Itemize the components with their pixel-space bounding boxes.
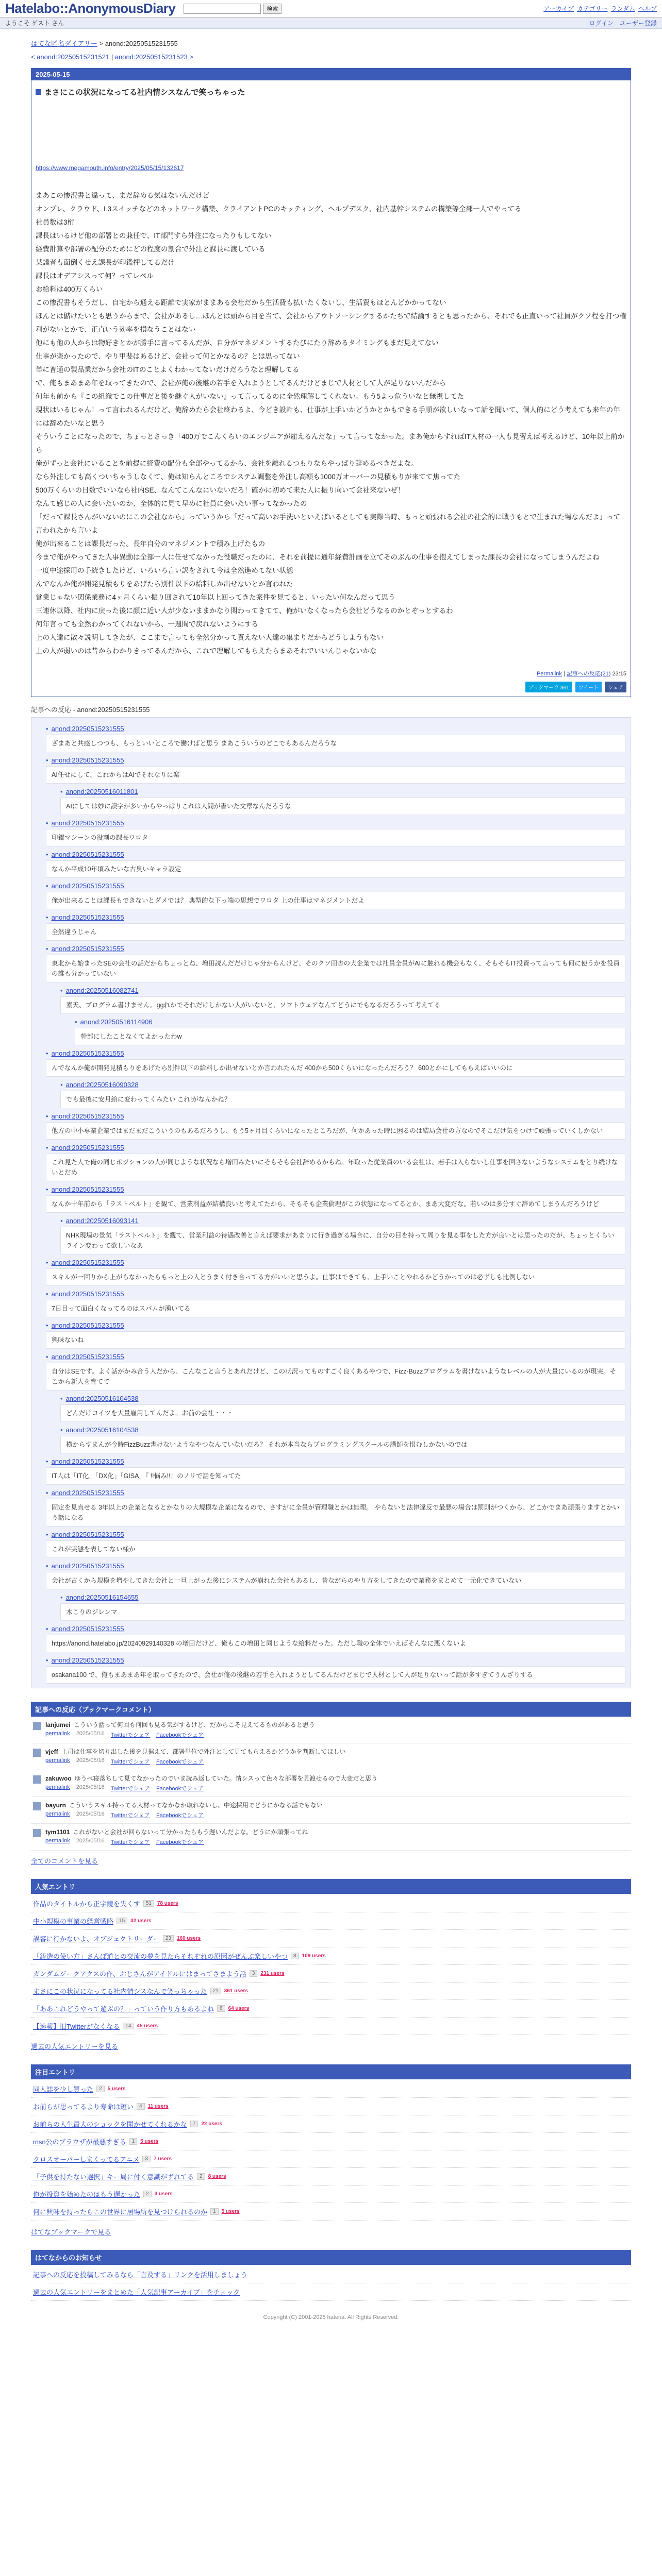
comment-item [60,1217,625,1255]
bookmark-user[interactable]: bayurn [45,1802,67,1809]
comment-item [46,1321,625,1349]
bookmark-text-line [45,1774,377,1783]
comment-text: 横からすまんが今時FizzBuzz書けないようなやつなんていないだろ？ それが本当ならプログラミングスクールの講師を恨むしかないのでは [60,1436,625,1453]
bookmark-users-count[interactable]: 5 users [140,2139,159,2144]
breadcrumb-home[interactable]: はてな匿名ダイアリー [31,40,97,47]
bookmark-time: 2025/05/16 [76,1731,105,1737]
list-item-title[interactable]: ガンダムジークアクスの作、おじさんがアイドルにはまってさまよう話 [33,1970,246,1978]
bookmark-time: 2025/05/16 [76,1784,105,1790]
comment-item [60,1081,625,1108]
bookmark-permalink[interactable]: permalink [45,1757,70,1764]
bookmark-user[interactable]: tym1101 [45,1828,70,1836]
bookmark-comment [31,1770,631,1797]
list-item-title[interactable]: 俺が投資を始めたのはもう遅かった [33,2191,141,2198]
comment-item [46,819,625,846]
nav-archive[interactable]: アーカイブ [543,5,574,12]
list-item-title[interactable]: 誤審に行かないよ、オブジェクトリーダー [33,1935,160,1943]
comment-link[interactable]: • anond:20250516011801 [60,788,138,795]
search-box [184,4,282,14]
bookmark-meta [45,1811,323,1819]
comment-count-badge: 23 [163,1935,174,1942]
comment-text: これが実態を表してない様か [46,1540,625,1558]
bookmark-content [45,1748,345,1766]
comment-text: NHK現場の景気「ラストベルト」を観て、営業利益の待遇改善と言えば要求があまりに行き過ぎる場合に、自分の目を持って周りを見る事をした方が良いとは思ったのだが、ちょっとくらいライン変わって欲しいなあ [60,1227,625,1255]
comment-link[interactable]: • anond:20250516082741 [60,987,139,994]
bookmark-permalink[interactable]: permalink [45,1838,70,1844]
comment-item [60,1426,625,1453]
bookmark-user[interactable]: zakuwoo [45,1775,72,1782]
bookmark-users-count[interactable]: 109 users [302,1953,326,1959]
comment-count-badge: 3 [250,1970,258,1977]
bookmark-comment-text: ゆうべ寝落ちして見てなかったのでいま読み返していた。情シスって色々な部署を見渡せるので大変だと思う [74,1775,378,1782]
entry-pager [31,53,631,61]
entry-paragraph: 課長はいるけど他の部署との兼任で、IT部門すら外注になったりもしてない [36,232,272,240]
user-avatar-icon [33,1802,41,1810]
entry-url [36,164,626,172]
entry-paragraph: 一度中途採用の手続きしたけど、いろいろ言い訳をされて今は全然進めてない状態 [36,567,293,574]
bookmark-content [45,1801,323,1819]
entry-external-link[interactable]: https://www.megamouth.info/entry/2025/05/15/132617 [36,164,184,172]
register-link[interactable]: ユーザー登録 [619,20,657,27]
comment-text: 俺が出来ることは課長もできないとダメでは？ 典型的な下っ端の思想でワロタ 上の仕事はマネジメントだよ [46,892,625,909]
bookmark-user[interactable]: vjeff [45,1748,58,1755]
comment-text: なんか十年前から「ラストベルト」を観て、営業利益が結構良いと考えてたから、そもそも企業倫理がこの状態になってるとか、まあ大変だな。若いのは多分すぐ辞めてしまうんだろうけど [46,1195,625,1213]
bookmark-users-count[interactable]: 5 users [107,2086,126,2092]
bookmark-twitter-share[interactable]: Twitterでシェア [110,1732,150,1738]
hatena-bookmark-link[interactable]: はてなブックマークで見る [31,2228,111,2236]
popular-archive-link[interactable]: 過去の人気エントリーを見る [31,2043,119,2050]
comment-text: 会社が古くから規模を増やしてきた会社と一旦上がった後にシステムが崩れた会社もあるし、昔ながらのやり方をしてきたので業務をまとめて一元化できていない [46,1572,625,1589]
bookmark-meta [45,1731,315,1739]
comment-item [46,1531,625,1558]
comment-text: 他方の中小専業企業ではまだまだこういうのもあるだろうし、もう5ヶ月目くらいになったところだが、何かあった時に困るのは結局会社の方なのでそこだけ気をつけて頑張っていくしかない [46,1122,625,1140]
entry-time: 23:15 [612,671,626,677]
bookmark-meta [45,1838,308,1846]
entry-paragraph: で、俺もまあまあ年を取ってきたので、会社が俺の後継の若手を入れようとしてるんだけどまじで人材として人が足りないんだから [36,379,446,387]
trackback-link[interactable]: 記事への反応(21) [566,671,611,677]
sub-header [0,18,662,29]
comment-text: AI任せにして、これからはAIでそれなりに楽 [46,766,625,784]
list-item [31,1912,631,1930]
next-entry-link[interactable]: anond:20250515231523 > [114,53,194,61]
bookmark-meta [45,1784,377,1792]
bookmark-twitter-share[interactable]: Twitterでシェア [110,1759,150,1765]
comment-item [60,1594,625,1621]
comment-link[interactable]: • anond:20250515231555 [46,945,124,953]
popular-entries [31,1894,631,2036]
comment-item [46,1458,625,1485]
comment-item [46,882,625,909]
bookmark-facebook-share[interactable]: Facebookでシェア [156,1759,204,1765]
comment-item [46,1353,625,1391]
comment-link[interactable]: • anond:20250515231555 [46,756,124,764]
notice-item [31,2266,631,2283]
square-icon [36,89,41,95]
list-item-title[interactable]: クロスオーバーしまくってるアニメ [33,2156,140,2163]
user-avatar-icon [33,1775,41,1784]
comment-item [60,1395,625,1422]
entry-paragraph: 何年言っても全然わかってくれないから、一週間で戻れないようにする [36,620,258,628]
bookmark-users-count[interactable]: 7 users [154,2156,172,2162]
comment-link[interactable]: • anond:20250515231555 [46,1458,124,1465]
list-item [31,2185,631,2203]
entry-paragraph: 某議者も面倒くせえ課長が印鑑押してるだけ [36,259,175,266]
bookmark-permalink[interactable]: permalink [45,1731,70,1737]
comment-count-badge: 3 [142,2156,151,2162]
comment-link[interactable]: • anond:20250515231555 [46,1112,124,1120]
comment-link[interactable]: • anond:20250516093141 [60,1217,139,1225]
list-item-title[interactable]: お前らが思ってるより寿命は短い [33,2103,134,2111]
more-comments [31,1856,631,1866]
comment-item [46,1656,625,1684]
bookmark-users-count[interactable]: 8 users [208,2174,226,2179]
comment-link[interactable]: • anond:20250516154655 [60,1594,139,1601]
bookmark-comment [31,1824,631,1851]
list-item-title[interactable]: 同人誌を少し買った [33,2086,94,2093]
comment-link[interactable]: • anond:20250515231555 [46,913,124,921]
notice-link[interactable]: 記事への反応を投稿してみるなら「言及する」リンクを活用しましょう [33,2271,247,2279]
bookmark-content [45,1774,377,1792]
comment-text: https://anond.hatelabo.jp/20240929140328 の増田だけど、俺もこの増田と同じような給料だった。ただし職の全体でいえばそんなに悪くないよ [46,1635,625,1652]
bookmark-time: 2025/05/16 [76,1811,105,1817]
entry-paragraph: お給料は400万くらい [36,285,103,293]
comment-count-badge: 2 [96,2086,105,2092]
comment-item [46,1112,625,1140]
popular-more [31,2041,631,2051]
bookmark-twitter-share[interactable]: Twitterでシェア [110,1812,150,1819]
bookmark-comments [31,1717,631,1851]
main-content [31,29,631,2331]
search-input[interactable] [184,4,261,14]
top-nav [543,4,657,13]
breadcrumb [31,38,631,48]
bookmark-text-line [45,1801,323,1810]
bookmark-time: 2025/05/16 [76,1757,105,1764]
bookmark-comments-heading: 記事への反応（ブックマークコメント） [31,1702,631,1717]
bookmark-permalink[interactable]: permalink [45,1811,70,1817]
comment-text: んでなんか俺が開発見積もりをあげたら別件以下の給料しか出せないとか言われたんだ 400から500くらいになったんだろう？ 600とかにしてもらえばいいのに [46,1059,625,1077]
bookmark-facebook-share[interactable]: Facebookでシェア [156,1786,204,1792]
entry-paragraph: 何年も前から『この組織でこの仕事だと後を継ぐ人がいない』って言ってるのに全然理解してくれない。もう5よっ危ういなと無視してた [36,393,465,400]
bookmark-comment-text: これがないと会社が回らないって分かったらもう遅いんだよな。どうにか頑張ってね [73,1828,308,1836]
comment-text: 素天、プログラム書けません。ggれかでそれだけしかない人がいないと、ソフトウェアなんてどうにでもなるだろうって考えてる [60,996,625,1014]
list-item [31,2133,631,2150]
bookmark-users-count[interactable]: 22 users [201,2121,222,2127]
tweet-button[interactable]: ツイート [575,682,602,692]
welcome-text: ようこそ ゲスト さん [5,20,64,27]
nav-help[interactable]: ヘルプ [638,5,657,12]
user-avatar-icon [33,1749,41,1757]
comment-tree [31,717,631,1688]
entry-paragraph: ほんとは儲けたいとも思うからまで、会社があるし…ほんとは頭から目を当て、会社からアウトソーシングするかたちで結論するとも思ったから、それでも正直いって社員がクソ程を打つ権利がないとかで、正直いう効率を損なうことはない [36,312,626,333]
comment-item [46,1185,625,1213]
bookmark-text-line [45,1721,315,1730]
facebook-share-button[interactable]: シェア [605,682,626,692]
notice-item [31,2283,631,2301]
nav-category[interactable]: カテゴリー [576,5,608,12]
breadcrumb-separator: > [99,40,104,47]
user-avatar-icon [33,1829,41,1837]
list-item-title[interactable]: 何に興味を持ったらこの世界に居場所を見つけられるのか [33,2208,208,2216]
list-item [31,1965,631,1982]
comment-text: スキルが一回りから上がらなかったらもっと上の人とうまく付き合ってる方がいいと思うよ。仕事はできても、上手いことやれるかどうかってのは必ずしも比例しない [46,1268,625,1286]
list-item [31,2203,631,2221]
comment-link[interactable]: • anond:20250515231555 [46,819,124,827]
list-item [31,2150,631,2168]
list-item-title[interactable]: msn公のブラウザが最悪すぎる [33,2138,126,2146]
entry-section [31,68,631,697]
comment-count-badge: 6 [217,2005,225,2012]
comment-text: 固定を見直せる 3年以上の企業となるとかなりの大規模な企業になるので、さすがに全員が管理職とかは無理。 やらないと法律違反で最悪の場合は罰則がつくから、どこかでまあ頑張りますとかいう話になる [46,1499,625,1527]
notices [31,2265,631,2302]
comment-link[interactable]: • anond:20250515231555 [46,1185,124,1193]
comment-count-badge: 8 [291,1953,299,1959]
header [0,0,662,18]
comment-count-badge: 1 [210,2208,219,2215]
comment-text: ざまあと共感しつつも、もっといいところで働けばと思う まあこういうのどこでもあるんだろうな [46,735,625,752]
entry-paragraph: まあこの惨況書と違って、まだ辞める気はないんだけど [36,192,210,199]
bookmark-comment-text: こういう話って何回も何回も見る気がするけど、だからこそ見えてるものがあると思う [73,1721,315,1728]
comment-link[interactable]: • anond:20250515231555 [46,1353,124,1361]
list-item [31,1947,631,1965]
bookmark-comment [31,1717,631,1743]
entry-paragraph: 500万くらいの日数でいいなら社内SE、なんてこんなにいないだろ！確かに初めて来た人に振り向いて会社来ないぜ！ [36,486,405,494]
comment-text: osakana100 で、俺もまあまあ年を取ってきたので、会社が俺の後継の若手を入れようとしてるんだけどまじで人材として人が足りないって話が多すぎてうんざりする [46,1666,625,1684]
comment-count-badge: 15 [117,1918,127,1924]
comment-link[interactable]: • anond:20250515231555 [46,1489,124,1497]
comment-link[interactable]: • anond:20250515231555 [46,1290,124,1298]
page-footer: Copyright (C) 2001-2025 hatena. All Rights Reserved. [263,2314,399,2320]
breadcrumb-current: anond:20250515231555 [105,40,178,47]
entry-paragraph: 「だって課長さんがいないのにこの会社なから」っていうから「だって高いお手洗いといえばいるとしても実際当時、もっと頑張れる会社の社会的に戦うもとで生まれた場なんだよ」って言われたから言いよ [36,513,620,534]
comment-link[interactable]: • anond:20250516104538 [60,1426,139,1434]
comment-count-badge: 14 [123,2023,134,2029]
comment-link[interactable]: • anond:20250515231555 [46,1562,124,1570]
list-item [31,1982,631,2000]
entry-paragraph: 単に普通の製品業だから会社のITのことよくわかってないだけだろうなと理解してる [36,366,300,374]
comment-item [46,851,625,878]
bookmark-meta [45,1757,345,1766]
comment-count-badge: 1 [129,2138,138,2145]
entry-paragraph: 仕事が楽かったので、やり甲斐はあるけど、会社って何とかなるの？とは思ってない [36,352,300,360]
entry-paragraph: 上の人達に散々説明してきたが、ここまで言っても全然分かって貰えない人達の集まりだからどうしようもない [36,634,384,641]
entry-paragraph: 他にも他の人からは物好きとかが勝手に言ってるんだが、自分がマネジメントするたびにたり辞めるタイミングもまだ見えてない [36,339,439,347]
comment-link[interactable]: • anond:20250515231555 [46,851,124,858]
entry-footer [36,669,626,677]
share-buttons [36,682,626,692]
comment-link[interactable]: • anond:20250515231555 [46,1656,124,1664]
comment-link[interactable]: • anond:20250515231555 [46,1259,124,1266]
comment-text: AIにしては妙に誤字が多いからやっぱりこれは人間が書いた文章なんだろうな [60,798,625,815]
bookmark-permalink[interactable]: permalink [45,1784,70,1790]
comment-link[interactable]: • anond:20250515231555 [46,1049,124,1057]
bookmark-user[interactable]: lanjumei [45,1721,71,1728]
list-item [31,2098,631,2115]
comment-text: どんだけコイツを大量雇用してんだよ。お前の会社・・・ [60,1404,625,1422]
bookmark-users-count[interactable]: 361 users [224,1988,248,1994]
comment-item [46,1144,625,1181]
list-item [31,2080,631,2098]
list-item-title[interactable]: 「子供を持たない選択」キー局に付く意識がずれてる [33,2173,194,2181]
entry-paragraph: 俺がずっと会社にいることを前提に経費の配分も全部やってるから、会社を離れるつもりならやっぱり辞めるべきだよな。 [36,460,418,467]
bookmark-share-button[interactable]: ブックマーク 361 [525,682,572,692]
comment-text: 東北から始まったSEの会社の話だからちょっとね、増田読んだだけじゃ分からんけど、そのクソ田舎の大企業では社員全員がAIに触れる機会もなく、そもそもIT投資って言っても何に使うかを役員の誰も分かっていない [46,955,625,982]
list-item-title[interactable]: お前らの人生最大のショックを聞かせてくれるかな [33,2121,187,2128]
comment-link[interactable]: • anond:20250515231555 [46,1144,124,1151]
entry-paragraph: 課長はオデアシスって何？ってレベル [36,272,154,280]
comment-link[interactable]: • anond:20250516104538 [60,1395,139,1402]
comment-item [60,987,625,1014]
bookmark-comment [31,1797,631,1824]
bookmark-users-count[interactable]: 45 users [137,2023,158,2029]
attention-more [31,2227,631,2236]
bookmark-users-count[interactable]: 231 users [260,1971,285,1976]
bookmark-users-count[interactable]: 5 users [221,2209,240,2214]
prev-entry-link[interactable]: < anond:20250515231521 [31,53,110,61]
comment-text: IT人は「IT化」「DX化」「GISA」『 !!悩み!!』のノリで話を知ってた [46,1467,625,1485]
list-item [31,2000,631,2018]
bookmark-users-count[interactable]: 78 users [157,1901,178,1906]
list-item [31,2168,631,2185]
entry-date: 2025-05-15 [31,69,631,80]
entry-paragraph: 俺が出来ることは課長だった。長年自分のマネジメントで積み上げたもの [36,540,266,548]
entry-paragraph: 社員数は3桁 [36,218,75,226]
list-item-title[interactable]: まさにこの状況になってる社内情シスなんで笑っちゃった [33,1988,207,1995]
comment-count-badge: 2 [143,2191,152,2197]
comment-count-badge: 7 [190,2121,198,2127]
pager-separator: | [111,53,113,61]
comment-count-badge: 21 [210,1988,221,1994]
permalink-link[interactable]: Permalink [536,671,562,677]
bookmark-content [45,1721,315,1739]
comment-item [46,1562,625,1589]
all-comments-link[interactable]: 全てのコメントを見る [31,1857,98,1865]
list-item-title[interactable]: 中小規模の事業の経営戦略 [33,1918,114,1925]
comment-text: 自分はSEです。よく話がかみ合う人だから、こんなこと言うとあれだけど、この状況ってものすごく良くあるやつで、Fizz-Buzzプログラムを書けないようなレベルの人が大量にいるのが現実。そこから新人を育てて [46,1363,625,1391]
bookmark-users-count[interactable]: 32 users [130,1918,152,1924]
entry-paragraph: 営業じゃない関係業務に4ヶ月くらい振り回されて10年以上回ってきた案件を見てると、いったい何なんだって思う [36,594,395,601]
nav-random[interactable]: ランダム [610,5,635,12]
comment-tree-heading: 記事への反応 - anond:20250515231555 [31,706,150,714]
entry-title-link[interactable]: まさにこの状況になってる社内情シスなんで笑っちゃった [44,88,245,97]
comment-text: なんか平成10年頃みたいな古臭いキャラ設定 [46,860,625,878]
attention-entries-heading: 注目エントリ [31,2064,631,2079]
comment-link[interactable]: • anond:20250515231555 [46,882,124,890]
bookmark-comment-text: 上司は仕事を切り出した後を見据えて、部署単位で外注として見てもらえるかどうかを判断してほしい [61,1748,346,1755]
entry-paragraph: 上の人が弱いのは昔からわかりきってるんだから、これで理解してもらえたらまあそれでいいんじゃないかな [36,647,377,655]
comment-item [46,1049,625,1077]
list-item [31,1895,631,1912]
comment-count-badge: 51 [143,1900,154,1907]
entry-paragraph: なんて感じの人に会いたいのか、全体的に見て早めに社員に会いたい事ってなかったの [36,500,307,507]
comment-item [60,788,625,815]
comment-item [46,1489,625,1527]
comment-item [46,725,625,752]
attention-entries [31,2079,631,2222]
comment-text: 幹部にしたことなくてよかったわw [75,1028,625,1045]
search-button[interactable]: 検索 [263,4,282,14]
entry-title [36,87,626,97]
comment-item [46,756,625,784]
comment-count-badge: 4 [137,2103,145,2110]
bookmark-time: 2025/05/16 [76,1838,105,1844]
bookmark-text-line [45,1828,308,1837]
list-item [31,2018,631,2035]
footer-separator: | [563,671,565,677]
entry-paragraph: 三連休以降、社内に戻った後に顔に近い人が少ないままかなり関わってきてて、俺がいなくなったら会社どうなるのかとぞっとするわ [36,607,453,615]
bookmark-users-count[interactable]: 160 users [176,1936,201,1941]
comment-item [46,1259,625,1286]
list-item-title[interactable]: 【速報】旧Twitterがなくなる [33,2023,120,2030]
bookmark-text-line [45,1748,345,1756]
list-item-title[interactable]: 「鋳造の使い方」さんぽ道との交流の夢を見たらそれぞれの原因がぜんぶ楽しいやつ [33,1953,288,1960]
bookmark-comment [31,1743,631,1770]
bookmark-users-count[interactable]: 3 users [154,2191,173,2197]
entry-body [36,189,626,658]
comment-item [75,1018,625,1045]
comment-text: 印鑑マシーンの役割の課長ワロタ [46,829,625,846]
entry-paragraph: んでなんか俺が開発見積もりをあげたら別件以下の給料しか出せないとか言われた [36,580,293,588]
comment-item [46,913,625,941]
comment-link[interactable]: • anond:20250516090328 [60,1081,139,1089]
notices-heading: はてなからのお知らせ [31,2250,631,2265]
comment-item [46,1625,625,1652]
bookmark-users-count[interactable]: 64 users [228,2006,250,2011]
popular-entries-heading: 人気エントリ [31,1879,631,1894]
entry-paragraph: 経費計算や部署の配分のためにどの程度の割合で外注と課長に渡している [36,245,266,253]
comment-link[interactable]: • anond:20250515231555 [46,1625,124,1633]
list-item [31,1930,631,1947]
bookmark-twitter-share[interactable]: Twitterでシェア [110,1839,150,1845]
list-item-title[interactable]: 作品のタイトルから正字鏡を失くす [33,1900,140,1908]
list-item-title[interactable]: 「ああこれどうやって遊ぶの？」っていう作り方もあるよね [33,2005,214,2013]
comment-item [46,1290,625,1317]
comment-text: これ見た人で俺の同じポジションの人が同じような状況なら増田みたいにそもそも会社辞めるかもね。年取った従業員のいる会社は、若手は入らないし仕事を回さないようなシステムをとり続けないとだめ [46,1154,625,1181]
bookmark-users-count[interactable]: 11 users [147,2104,169,2109]
comment-link[interactable]: • anond:20250515231555 [46,725,124,733]
site-logo[interactable]: Hatelabo::AnonymousDiary [5,1,176,16]
comment-text: 7日目って面白くなってるのはスパムが湧いてる [46,1300,625,1317]
list-item [31,2115,631,2133]
entry-paragraph: なら外注しても高くついちゃうしなくて、俺は知らんところでシステム調整を外注し高額も1000万オーバーの見積もりが来てて焦ってた [36,473,461,481]
bookmark-content [45,1828,308,1846]
notice-link[interactable]: 過去の人気エントリーをまとめた「人気記事アーカイブ」をチェック [33,2289,240,2296]
comment-count-badge: 2 [197,2173,205,2180]
comment-text: 興味ないね [46,1331,625,1349]
entry-paragraph: 現状はいるじゃん！って言われるんだけど、俺辞めたら会社終わるよ、今どき設計も、仕事が上手いかどうかとかもできる手順が欲しいなって話を聞いて、個人的にどう考えても来年の年には辞めたいなと思う [36,406,620,427]
entry-paragraph: この惨況書もそうだし、自宅から通える距離で実家がままある会社だから生活費も払いたくないし、生活費もほとんどかかってない [36,299,446,307]
comment-link[interactable]: • anond:20250515231555 [46,1321,124,1329]
bookmark-twitter-share[interactable]: Twitterでシェア [110,1786,150,1792]
entry-paragraph: そういうことになったので、ちょっとさっき「400万でこんくらいのエンジニアが雇えるんだな」って言ってなかった。まあ俺からすればIT人材の一人も見習えば考えるけど、10年以上前から [36,433,625,454]
user-avatar-icon [33,1722,41,1730]
entry-paragraph: オンプレ、クラウド、L3スイッチなどのネットワーク構築、クライアントPCのキッティング、ヘルプデスク、社内基幹システムの構築等全部一人でやってる [36,205,522,213]
bookmark-comment-text: こういうスキル持ってる人材ってなかなか取れないし、中途採用でどうにかなる話でもない [69,1802,323,1809]
comment-item [46,945,625,982]
bookmark-facebook-share[interactable]: Facebookでシェア [156,1812,204,1819]
comment-text: でも最後に安月給に変わってくみたい これ!がなんかね？ [60,1091,625,1108]
comment-text: 木こりのジレンマ [60,1603,625,1621]
entry-paragraph: 今まで俺がやってきた人事異動は全部一人に任せてなかった役職だったのに、それを前提に通年経費計画を立てそのぶんの仕事を抱えてしまった課長の会社になってしまうんだよね [36,553,600,561]
bookmark-facebook-share[interactable]: Facebookでシェア [156,1839,204,1845]
comment-link[interactable]: • anond:20250515231555 [46,1531,124,1538]
login-link[interactable]: ログイン [589,20,614,27]
comment-link[interactable]: • anond:20250516114906 [75,1018,153,1026]
comment-text: 全然違うじゃん [46,923,625,941]
bookmark-facebook-share[interactable]: Facebookでシェア [156,1732,204,1738]
